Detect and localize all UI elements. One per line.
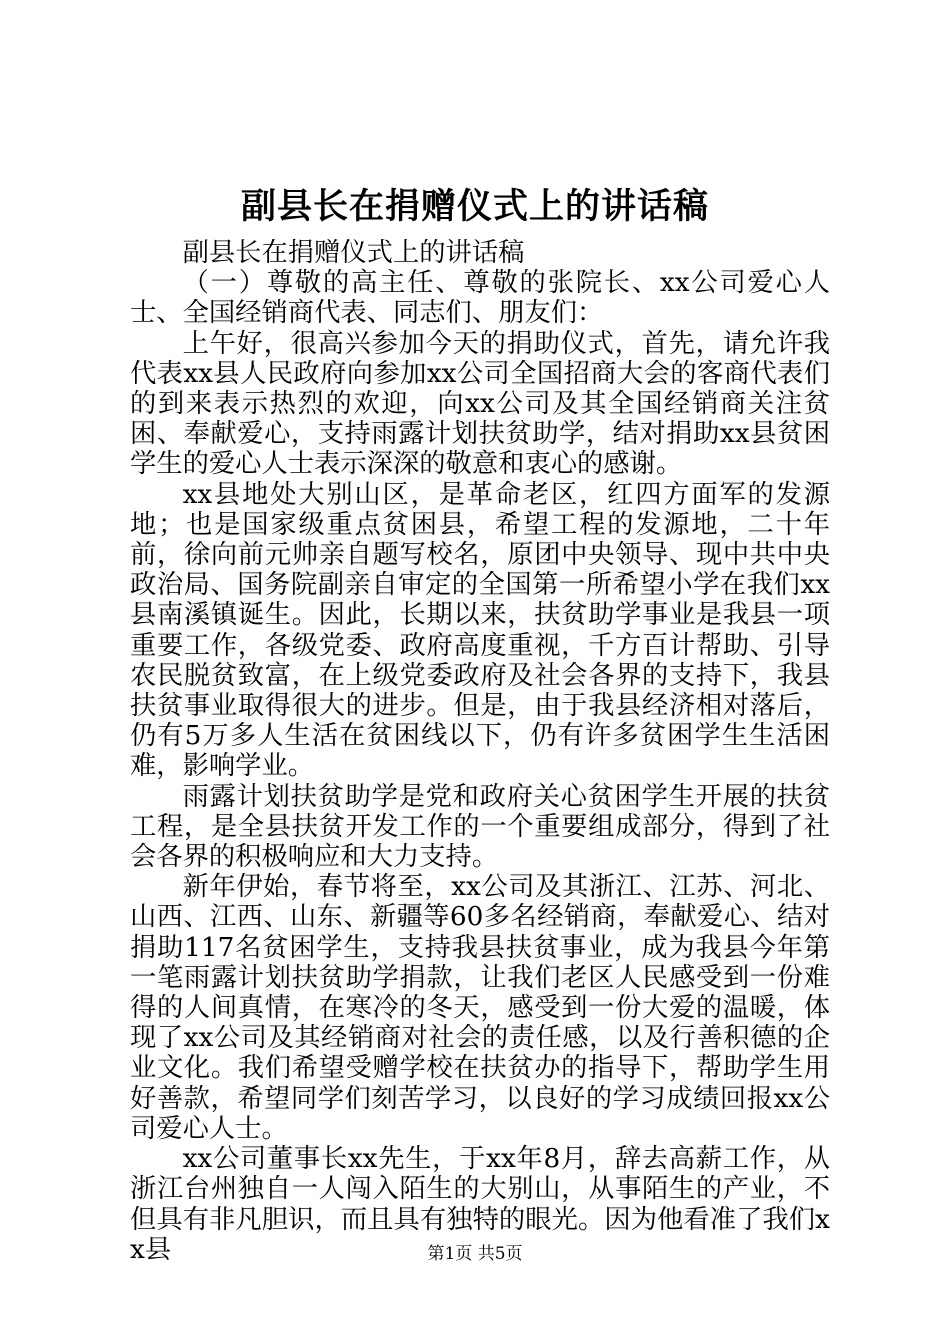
paragraph: xx县地处大别山区，是革命老区，红四方面军的发源地；也是国家级重点贫困县，希望工程的发源地，二十年前，徐向前元帅亲自题写校名，原团中央领导、现中共中央政治局、国务院副亲自审定的全国第一所希望小学在我们xx县南溪镇诞生。因此，长期以来，扶贫助学事业是我县一项重要工作，各级党委、政府高度重视，千方百计帮助、引导农民脱贫致富，在上级党委政府及社会各界的支持下，我县扶贫事业取得很大的进步。但是，由于我县经济相对落后，仍有5万多人生活在贫困线以下，仍有许多贫困学生生活困难，影响学业。 [130,479,830,782]
paragraph: 上午好，很高兴参加今天的捐助仪式，首先，请允许我代表xx县人民政府向参加xx公司全国招商大会的客商代表们的到来表示热烈的欢迎，向xx公司及其全国经销商关注贫困、奉献爱心，支持雨露计划扶贫助学，结对捐助xx县贫困学生的爱心人士表示深深的敬意和衷心的感谢。 [130,328,830,480]
document-body [130,238,830,1265]
paragraph: 雨露计划扶贫助学是党和政府关心贫困学生开展的扶贫工程，是全县扶贫开发工作的一个重要组成部分，得到了社会各界的积极响应和大力支持。 [130,781,830,873]
document-title: 副县长在捐赠仪式上的讲话稿 [240,186,709,227]
paragraph: 新年伊始，春节将至，xx公司及其浙江、江苏、河北、山西、江西、山东、新疆等60多名经销商，奉献爱心、结对捐助117名贫困学生，支持我县扶贫事业，成为我县今年第一笔雨露计划扶贫助学捐款，让我们老区人民感受到一份难得的人间真情，在寒冷的冬天，感受到一份大爱的温暖，体现了xx公司及其经销商对社会的责任感，以及行善积德的企业文化。我们希望受赠学校在扶贫办的指导下，帮助学生用好善款，希望同学们刻苦学习，以良好的学习成绩回报xx公司爱心人士。 [130,872,830,1144]
paragraph: xx公司董事长xx先生，于xx年8月，辞去高薪工作，从浙江台州独自一人闯入陌生的大别山，从事陌生的产业，不但具有非凡胆识，而且具有独特的眼光。因为他看准了我们xx县 [130,1144,830,1265]
page-footer: 第1页 共5页 [427,1244,523,1264]
paragraph: 副县长在捐赠仪式上的讲话稿 [182,238,525,268]
paragraph: （一）尊敬的高主任、尊敬的张院长、xx公司爱心人士、全国经销商代表、同志们、朋友们： [130,268,830,329]
